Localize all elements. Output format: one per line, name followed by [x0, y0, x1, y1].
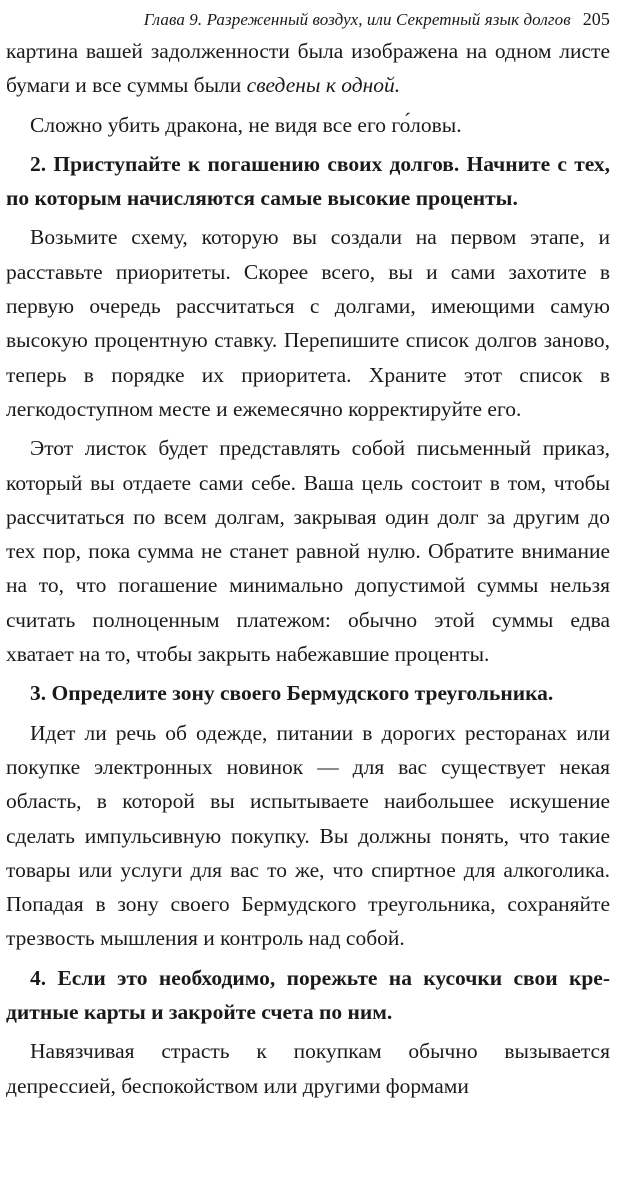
paragraph-scheme: Возьмите схему, которую вы создали на первом этапе, и расставьте приоритеты. Скорее всего, вы и сами захотите в первую очередь рассчитаться с долгами, имеющими самую высокую процентную ставку. Перепишите список долгов заново, теперь в порядке их приоритета. Храните этот список в легкодоступном месте и ежемесячно корректируйте его. [6, 225, 610, 421]
body-text [6, 34, 610, 1103]
paragraph-continuation-text: картина вашей задолженности была изображена на одном листе бумаги и все суммы были [6, 39, 610, 98]
heading-step-2: 2. Приступайте к погашению своих долгов. Начните с тех, по которым начисляются самые высокие проценты. [6, 151, 610, 211]
heading-step-4: 4. Если это необходимо, порежьте на кусочки свои кредитные карты и закройте счета по ним. [6, 965, 610, 1025]
paragraph-order: Этот листок будет представлять собой письменный приказ, который вы отдаете сами себе. Ваша цель состоит в том, чтобы рассчитаться по всем долгам, закрывая один долг за другим до тех пор, пока сумма не станет равной нулю. Обратите внимание на то, что погашение минимально допустимой суммы нельзя считать полноценным платежом: обычно этой суммы едва хватает на то, чтобы закрыть набежавшие проценты. [6, 436, 610, 667]
paragraph-bermuda: Идет ли речь об одежде, питании в дорогих ресторанах или покупке электронных новинок — для вас существует некая область, в которой вы испытываете наибольшее искушение сделать импульсивную покупку. Вы должны понять, что такие товары или услуги для вас то же, что спиртное для алкоголика. Попадая в зону своего Бермудского треугольника, сохраняйте трезвость мышления и контроль над собой. [6, 720, 610, 951]
paragraph-continuation [6, 34, 610, 103]
running-header [6, 4, 610, 34]
heading-step-3: 3. Определите зону своего Бермудского треугольника. [30, 681, 554, 706]
running-title: Глава 9. Разреженный воздух, или Секретный язык долгов [143, 10, 571, 29]
emphasis-text: сведены к одной. [246, 73, 401, 98]
paragraph-dragon: Сложно убить дракона, не видя все его го́ловы. [30, 112, 462, 137]
paragraph-compulsion: Навязчивая страсть к покупкам обычно вызывается депрессией, беспокойством или другими формами [6, 1039, 610, 1098]
page-number: 205 [582, 9, 610, 29]
